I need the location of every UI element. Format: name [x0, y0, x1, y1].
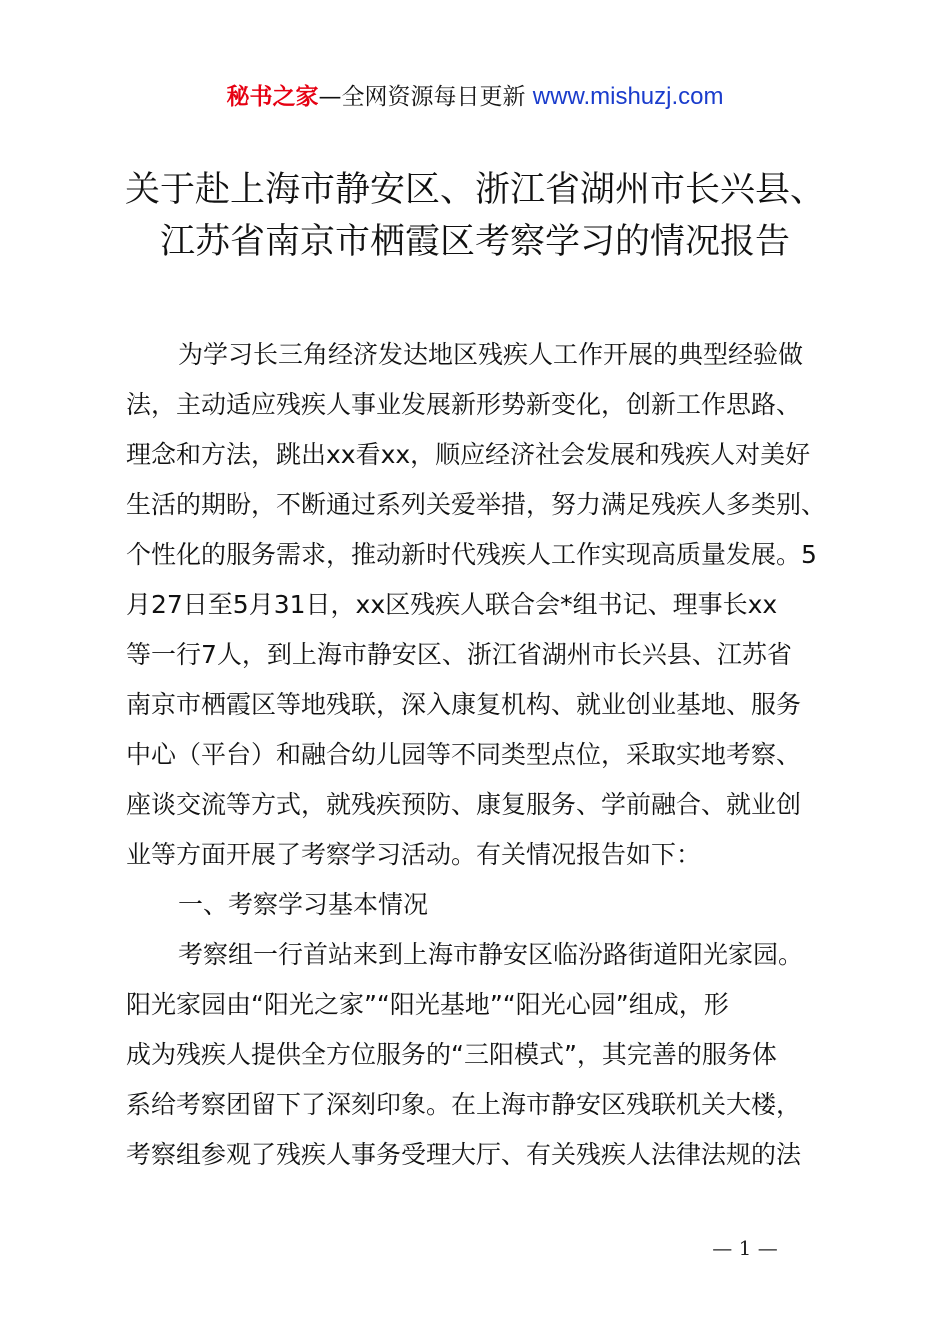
title-line-2: 江苏省南京市栖霞区考察学习的情况报告: [159, 222, 790, 262]
body-line: 为学习长三角经济发达地区残疾人工作开展的典型经验做: [178, 340, 804, 369]
banner-url-link[interactable]: www.mishuzj.com: [532, 83, 724, 110]
banner-brand: 秘书之家: [226, 84, 319, 110]
body-line: 理念和方法，跳出xx看xx，顺应经济社会发展和残疾人对美好: [126, 440, 811, 469]
page-number: — 1 —: [712, 1236, 778, 1260]
body-line: 个性化的服务需求，推动新时代残疾人工作实现高质量发展。5: [126, 540, 817, 569]
body-line: 月27日至5月31日，xx区残疾人联合会*组书记、理事长xx: [126, 590, 778, 619]
body-line: 考察组一行首站来到上海市静安区临汾路街道阳光家园。: [178, 940, 804, 969]
body-line: 中心（平台）和融合幼儿园等不同类型点位，采取实地考察、: [126, 740, 802, 769]
section-heading: 一、考察学习基本情况: [178, 890, 429, 919]
body-line: 法，主动适应残疾人事业发展新形势新变化，创新工作思路、: [126, 390, 802, 419]
banner-tagline: —全网资源每日更新: [318, 84, 533, 110]
body-line: 成为残疾人提供全方位服务的“三阳模式”，其完善的服务体: [126, 1040, 777, 1069]
body-line: 座谈交流等方式，就残疾预防、康复服务、学前融合、就业创: [126, 790, 802, 819]
body-line: 系给考察团留下了深刻印象。在上海市静安区残联机关大楼，: [126, 1090, 802, 1119]
body-line: 考察组参观了残疾人事务受理大厅、有关残疾人法律法规的法: [126, 1140, 802, 1169]
site-banner: [0, 80, 950, 114]
document-title: [60, 164, 890, 268]
body-line: 等一行7人，到上海市静安区、浙江省湖州市长兴县、江苏省: [126, 640, 792, 669]
body-line: 阳光家园由“阳光之家”“阳光基地”“阳光心园”组成，形: [126, 990, 729, 1019]
document-body: [126, 330, 844, 1180]
title-line-1: 关于赴上海市静安区、浙江省湖州市长兴县、: [124, 170, 825, 210]
body-line: 业等方面开展了考察学习活动。有关情况报告如下：: [126, 840, 702, 869]
body-line: 生活的期盼，不断通过系列关爱举措，努力满足残疾人多类别、: [126, 490, 827, 519]
body-line: 南京市栖霞区等地残联，深入康复机构、就业创业基地、服务: [126, 690, 802, 719]
